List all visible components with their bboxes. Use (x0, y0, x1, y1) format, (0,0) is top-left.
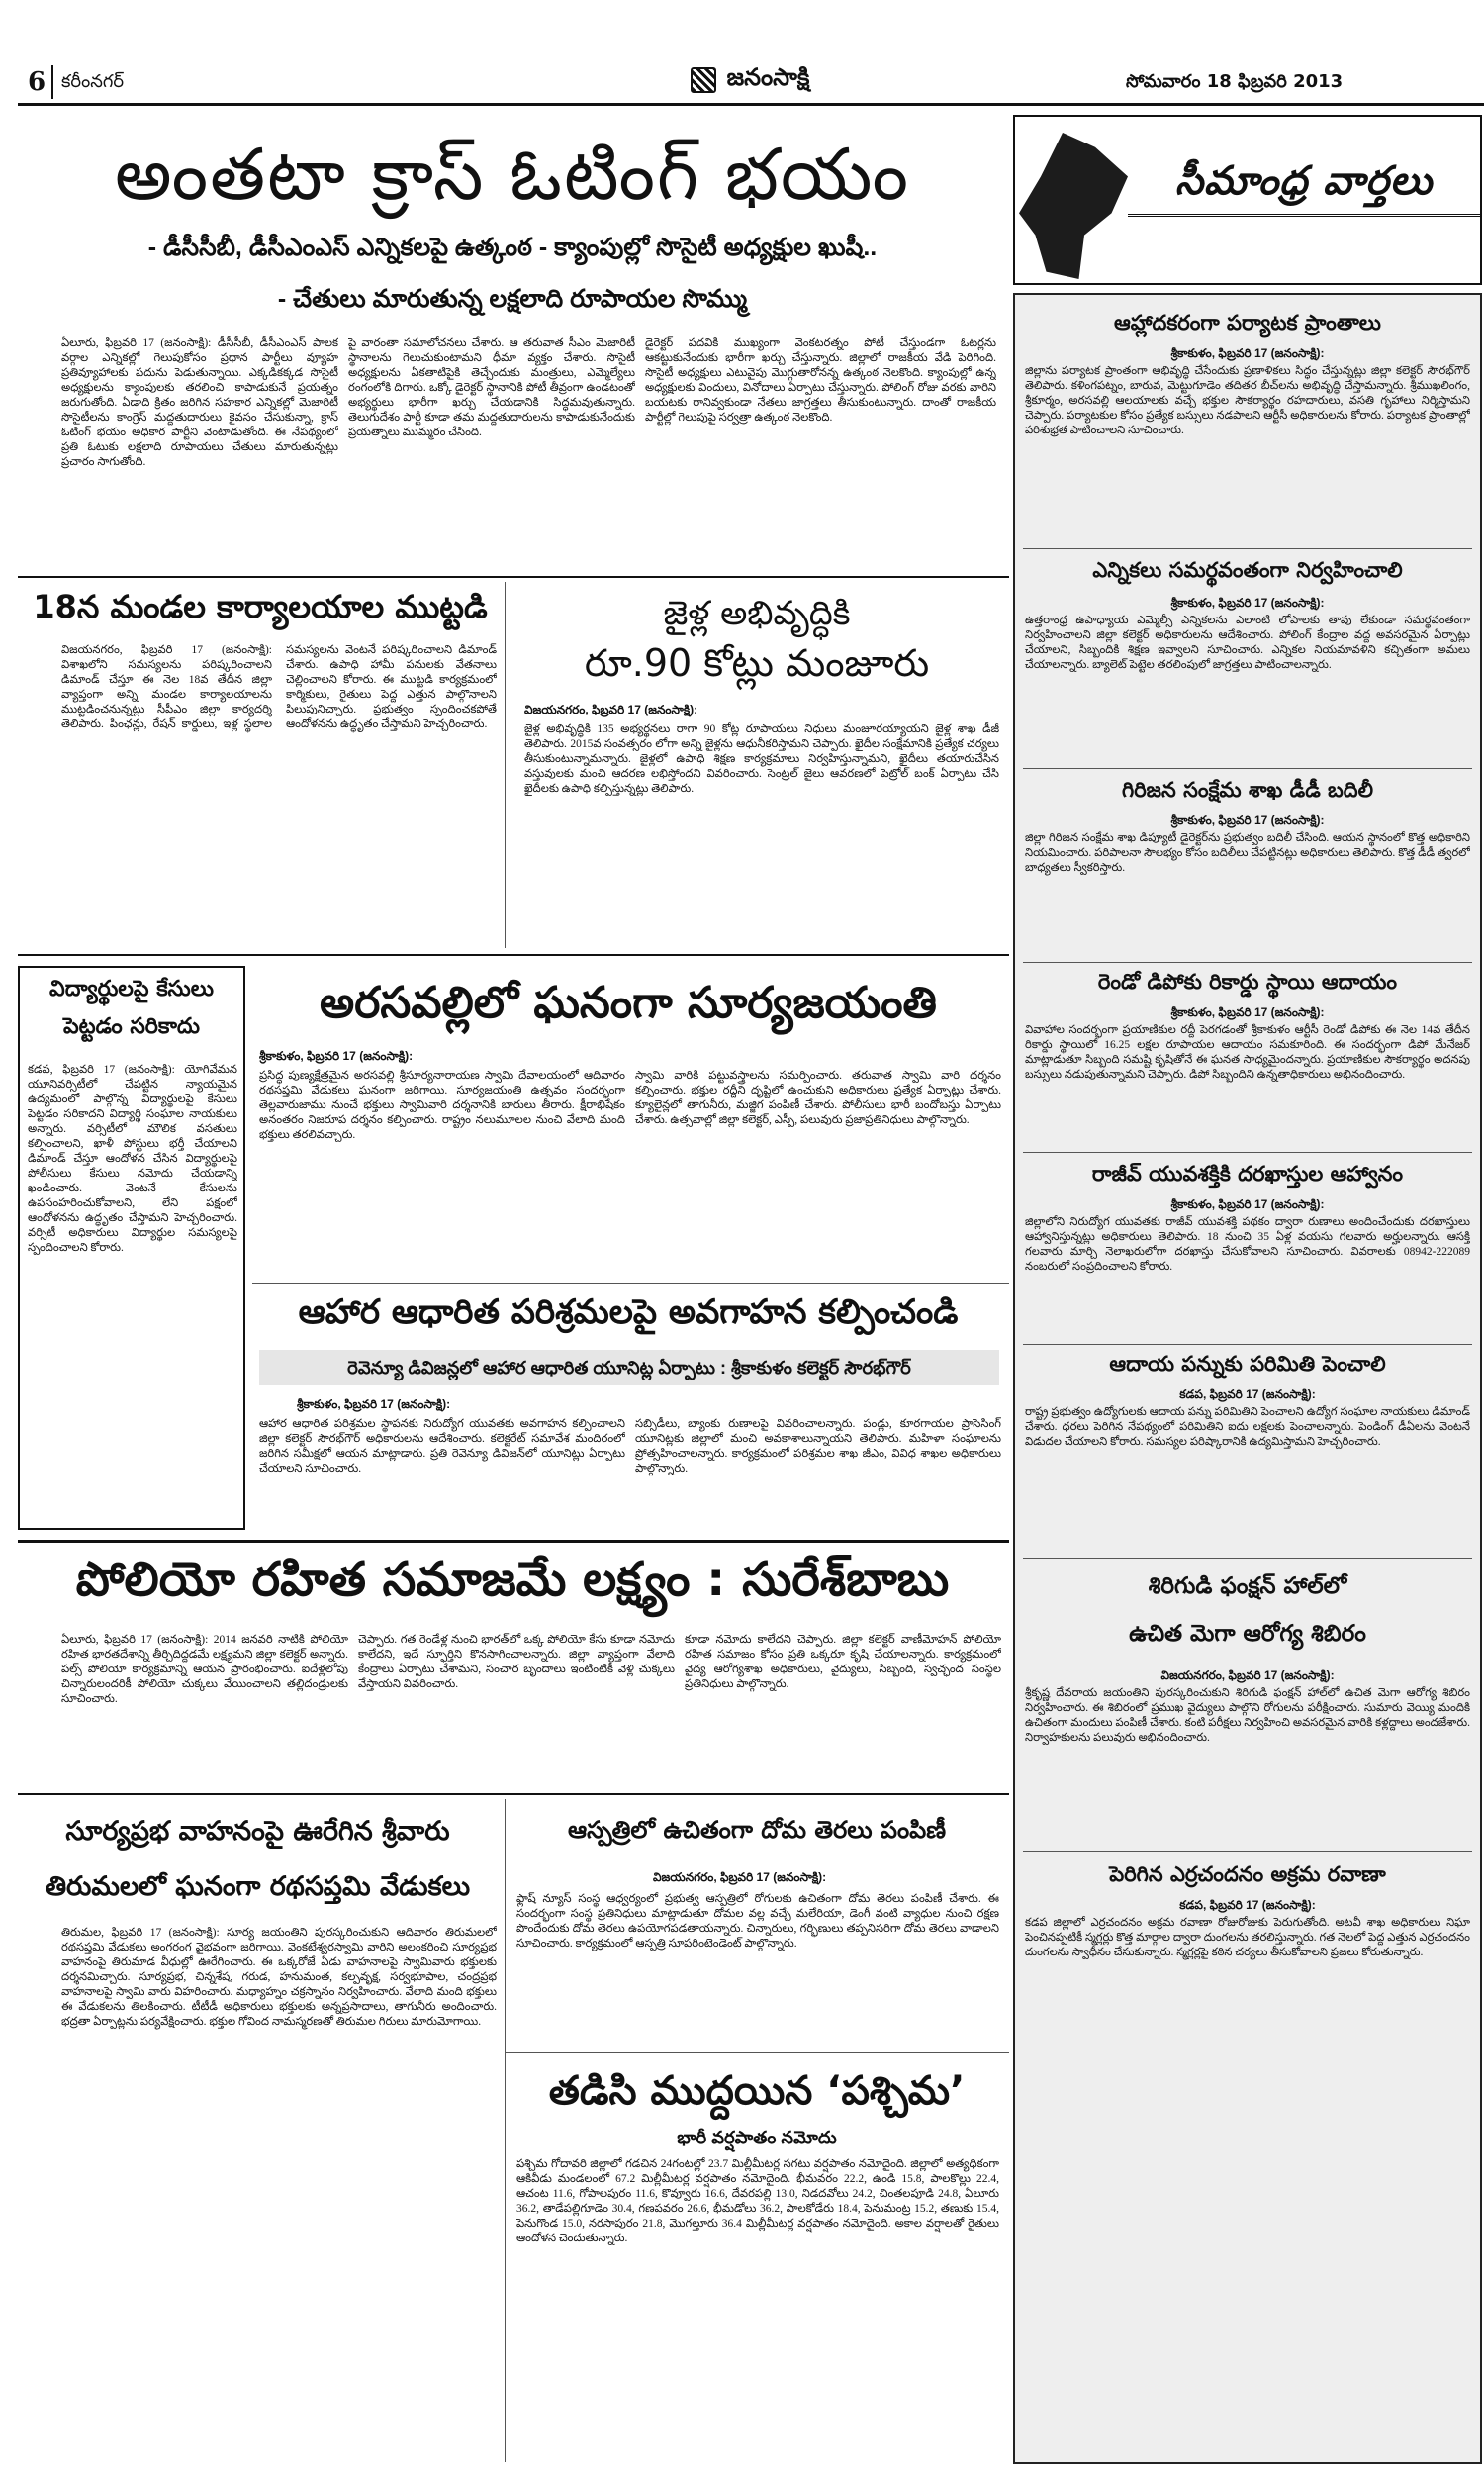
students-box (18, 966, 245, 1530)
lead-column-2: పై వారంతా సమాలోచనలు చేశారు. ఆ తరువాత సీఎం మెజారిటీ స్థానాలను గెలుచుకుంటామని ధీమా వ్యక్తం చేశారు. సొసైటీ అధ్యక్షులను ఏకతాటిపైకి తెచ్చేందుకు మంత్రులు, ఎమ్మెల్యేలు రంగంలోకి దిగారు. ఒక్కో డైరెక్టర్‌ స్థానానికి పోటీ తీవ్రంగా ఉండటంతో అభ్యర్థులు భారీగా ఖర్చు చేయడానికి సిద్ధమవుతున్నారు. తెలుగుదేశం పార్టీ కూడా తమ మద్దతుదారులను కాపాడుకునేందుకు ప్రయత్నాలు ముమ్మరం చేసింది. (348, 337, 635, 438)
lead-subhead-1: - డీసీసీబీ, డీసీఎంఎస్‌ ఎన్నికలపై ఉత్కంఠ - క్యాంపుల్లో సొసైటీ అధ్యక్షుల ఖుషీ.. (147, 234, 878, 261)
divider (505, 582, 506, 948)
header-rule (18, 103, 1484, 106)
jails-body: జైళ్ల అభివృద్ధికి 135 అభ్యర్థనలు రాగా 90 కోట్ల రూపాయలు నిధులు మంజూరయ్యాయని జైళ్ల శాఖ డీజీ తెలిపారు. 2015వ సంవత్సరం లోగా అన్ని జైళ్లను ఆధునీకరిస్తామని చెప్పారు. ఖైదీల సంక్షేమానికి ప్రత్యేక చర్యలు తీసుకుంటున్నామన్నారు. జైళ్లలో ఉపాధి శిక్షణ కార్యక్రమాలు నిర్వహిస్తున్నామని, ఖైదీలు తయారుచేసిన వస్తువులకు మంచి ఆదరణ లభిస్తోందని వివరించారు. సెంట్రల్‌ జైలు ఆవరణలో పెట్రోల్‌ బంక్‌ ఏర్పాటు చేసి ఖైదీలకు ఉపాధి కల్పిస్తున్నట్లు తెలిపారు. (524, 723, 999, 795)
divider (1023, 768, 1472, 769)
page-header (18, 59, 1484, 105)
divider (505, 1799, 506, 2462)
sidebar-body-tribal-dd: జిల్లా గిరిజన సంక్షేమ శాఖ డిప్యూటీ డైరెక్టర్‌ను ప్రభుత్వం బదిలీ చేసింది. ఆయన స్థానంలో కొత్త అధికారిని నియమించారు. పరిపాలనా సౌలభ్యం కోసం బదిలీలు చేపట్టినట్లు అధికారులు తెలిపారు. కొత్త డీడీ త్వరలో బాధ్యతలు స్వీకరిస్తారు. (1025, 832, 1470, 874)
seemandhra-logo (1013, 115, 1482, 285)
sidebar-headline-tribal-dd: గిరిజన సంక్షేమ శాఖ డీడీ బదిలీ (1121, 778, 1374, 802)
divider (1023, 1851, 1472, 1852)
arasavalli-column-1: ప్రసిద్ధ పుణ్యక్షేత్రమైన అరసవల్లి శ్రీసూర్యనారాయణ స్వామి దేవాలయంలో ఆదివారం రథసప్తమి వేడుకలు ఘనంగా జరిగాయి. సూర్యజయంతి ఉత్సవం సందర్భంగా తెల్లవారుజాము నుంచే భక్తులు స్వామివారి దర్శనానికి బారులు తీరారు. క్షీరాభిషేకం అనంతరం నిజరూప దర్శనం కల్పించారు. రాష్ట్రం నలుమూలల నుంచి వేలాది మంది భక్తులు తరలివచ్చారు. (259, 1070, 625, 1141)
sidebar-headline-tourism: ఆహ్లాదకరంగా పర్యాటక ప్రాంతాలు (1114, 311, 1381, 334)
sidebar-headline-depot-revenue: రెండో డిపోకు రికార్డు స్థాయి ఆదాయం (1097, 970, 1398, 994)
headline-students-2: పెట్టడం సరికాదు (62, 1014, 201, 1039)
headline-tirumala: తిరుమలలో ఘనంగా రథసప్తమి వేడుకలు (45, 1871, 471, 1902)
west-godavari-subhead: భారీ వర్షపాతం నమోదు (677, 2128, 837, 2147)
divider (1023, 548, 1472, 549)
headline-polio: పోలియో రహిత సమాజమే లక్ష్యం : సురేశ్‌బాబు (75, 1552, 950, 1607)
sidebar-body-income-tax: రాష్ట్ర ప్రభుత్వం ఉద్యోగులకు ఆదాయ పన్ను పరిమితిని పెంచాలని ఉద్యోగ సంఘాల నాయకులు డిమాండ్‌ చేశారు. ధరలు పెరిగిన నేపథ్యంలో పరిమితిని ఐదు లక్షలకు పెంచాలన్నారు. పెండింగ్‌ డీఏలను వెంటనే విడుదల చేయాలని కోరారు. సమస్యల పరిష్కారానికి ఉద్యమిస్తామని హెచ్చరించారు. (1025, 1406, 1470, 1448)
headline-jails-1: జైళ్ల అభివృద్ధికి (663, 594, 851, 633)
headline-mandal-siege: 18న మండల కార్యాలయాల ముట్టడి (33, 588, 488, 625)
header-divider (51, 65, 53, 99)
paper-logo (631, 63, 869, 99)
sidebar-dateline: కడప, ఫిబ్రవరి 17 (జనంసాక్షి): (1179, 1898, 1316, 1912)
sidebar-dateline: కడప, ఫిబ్రవరి 17 (జనంసాక్షి): (1179, 1387, 1316, 1401)
andhra-map-icon (1019, 133, 1128, 279)
mosquito-nets-dateline: విజయనగరం, ఫిబ్రవరి 17 (జనంసాక్షి): (653, 1870, 827, 1884)
divider (1023, 962, 1472, 963)
polio-column-1: ఏలూరు, ఫిబ్రవరి 17 (జనంసాక్షి): 2014 జనవరి నాటికి పోలియో రహిత భారతదేశాన్ని తీర్చిదిద్దడమే లక్ష్యమని జిల్లా కలెక్టర్‌ అన్నారు. పల్స్‌ పోలియో కార్యక్రమాన్ని ఆయన ప్రారంభించారు. ఐదేళ్లలోపు చిన్నారులందరికీ పోలియో చుక్కలు వేయించాలని తల్లిదండ్రులకు సూచించారు. (61, 1634, 348, 1705)
sidebar-dateline: విజయనగరం, ఫిబ్రవరి 17 (జనంసాక్షి): (1160, 1668, 1335, 1682)
arasavalli-column-2: స్వామి వారికి పట్టువస్త్రాలను సమర్పించారు. తరువాత స్వామి వారి దర్శనం కల్పించారు. భక్తుల రద్దీని దృష్టిలో ఉంచుకుని అధికారులు ప్రత్యేక ఏర్పాట్లు చేశారు. క్యూలైన్లలో తాగునీరు, మజ్జిగ పంపిణీ చేశారు. పోలీసులు భారీ బందోబస్తు ఏర్పాటు చేశారు. ఉత్సవాల్లో జిల్లా కలెక్టర్‌, ఎస్పీ, పలువురు ప్రజాప్రతినిధులు పాల్గొన్నారు. (635, 1070, 1001, 1126)
food-industries-column-1: ఆహార ఆధారిత పరిశ్రమల స్థాపనకు నిరుద్యోగ యువతకు అవగాహన కల్పించాలని జిల్లా కలెక్టర్‌ సౌరభ్‌గౌర్‌ అధికారులను ఆదేశించారు. కలెక్టరేట్‌ సమావేశ మందిరంలో జరిగిన సమీక్షలో ఆయన మాట్లాడారు. ప్రతి రెవెన్యూ డివిజన్‌లో యూనిట్లు ఏర్పాటు చేయాలని సూచించారు. (259, 1418, 625, 1475)
sidebar-headline-health-camp: ఉచిత మెగా ఆరోగ్య శిబిరం (1129, 1621, 1366, 1647)
issue-date: సోమవారం 18 ఫిబ్రవరి 2013 (1126, 71, 1344, 92)
sidebar-dateline: శ్రీకాకుళం, ఫిబ్రవరి 17 (జనంసాక్షి): (1170, 813, 1325, 827)
divider (506, 2052, 1009, 2053)
sidebar-body-yuvashakti: జిల్లాలోని నిరుద్యోగ యువతకు రాజీవ్‌ యువశక్తి పథకం ద్వారా రుణాలు అందించేందుకు దరఖాస్తులు ఆహ్వానిస్తున్నట్లు అధికారులు తెలిపారు. 18 నుంచి 35 ఏళ్ల వయసు గలవారు అర్హులన్నారు. ఆసక్తి గలవారు మార్చి నెలాఖరులోగా దరఖాస్తు చేసుకోవాలని సూచించారు. వివరాలకు 08942-222089 నంబరులో సంప్రదించాలని కోరారు. (1025, 1216, 1470, 1273)
lead-column-1: ఏలూరు, ఫిబ్రవరి 17 (జనంసాక్షి): డీసీసీబీ, డీసీఎంఎస్‌ పాలక వర్గాల ఎన్నికల్లో గెలుపుకోసం ప్రధాన పార్టీలు వ్యూహ ప్రతివ్యూహాలకు పదును పెడుతున్నాయి. ఎక్కడికక్కడ సొసైటీ అధ్యక్షులను క్యాంపులకు తరలించి కాపాడుకునే ప్రయత్నం జరుగుతోంది. ఏడాది క్రితం జరిగిన సహకార ఎన్నికల్లో మెజారిటీ సొసైటీలను కాంగ్రెస్‌ మద్దతుదారులు కైవసం చేసుకున్నా, క్రాస్‌ ఓటింగ్‌ భయం అధికార పార్టీని వెంటాడుతోంది. ఈ నేపథ్యంలో ప్రతి ఓటుకు లక్షలాది రూపాయలు చేతులు మారుతున్నట్లు ప్రచారం సాగుతోంది. (61, 337, 338, 468)
headline-mosquito-nets: ఆస్పత్రిలో ఉచితంగా దోమ తెరలు పంపిణీ (567, 1816, 947, 1844)
paper-name: జనంసాక్షి (726, 63, 810, 91)
lead-headline: అంతటా క్రాస్‌ ఓటింగ్‌ భయం (114, 133, 910, 216)
sidebar-dateline: శ్రీకాకుళం, ఫిబ్రవరి 17 (జనంసాక్షి): (1170, 596, 1325, 610)
lead-subhead-2: - చేతులు మారుతున్న లక్షలాది రూపాయల సొమ్ము (277, 285, 748, 313)
sidebar-dateline: శ్రీకాకుళం, ఫిబ్రవరి 17 (జనంసాక్షి): (1170, 1197, 1325, 1211)
sidebar-dateline: శ్రీకాకుళం, ఫిబ్రవరి 17 (జనంసాక్షి): (1170, 1005, 1325, 1019)
seemandhra-news-sidebar (1013, 293, 1482, 2464)
divider (18, 1793, 1009, 1795)
students-body: కడప, ఫిబ్రవరి 17 (జనంసాక్షి): యోగివేమన యూనివర్సిటీలో చేపట్టిన న్యాయమైన ఉద్యమంలో పాల్గొన్న విద్యార్థులపై కేసులు పెట్టడం సరికాదని విద్యార్థి సంఘాల నాయకులు అన్నారు. వర్సిటీలో మౌలిక వసతులు కల్పించాలని, ఖాళీ పోస్టులు భర్తీ చేయాలని డిమాండ్‌ చేస్తూ ఆందోళన చేసిన విద్యార్థులపై పోలీసులు కేసులు నమోదు చేయడాన్ని ఖండించారు. వెంటనే కేసులను ఉపసంహరించుకోవాలని, లేని పక్షంలో ఆందోళనను ఉద్ధృతం చేస్తామని హెచ్చరించారు. వర్సిటీ అధికారులు విద్యార్థుల సమస్యలపై స్పందించాలని కోరారు. (28, 1064, 237, 1254)
west-godavari-body: పశ్చిమ గోదావరి జిల్లాలో గడచిన 24గంటల్లో 23.7 మిల్లీమీటర్ల సగటు వర్షపాతం నమోదైంది. జిల్లాలో అత్యధికంగా ఆకివీడు మండలంలో 67.2 మిల్లీమీటర్ల వర్షపాతం నమోదైంది. భీమవరం 22.2, ఉండి 15.8, పాలకొల్లు 22.4, ఆచంట 11.6, గోపాలపురం 11.6, కొవ్వూరు 16.6, దేవరపల్లి 13.0, నిడదవోలు 24.2, చింతలపూడి 24.8, ఏలూరు 36.2, తాడేపల్లిగూడెం 30.4, గణపవరం 26.6, భీమడోలు 36.2, పాలకోడేరు 18.4, పెనుమంట్ర 15.2, తణుకు 15.4, పెనుగొండ 15.0, నరసాపురం 21.8, మొగల్తూరు 36.4 మిల్లీమీటర్ల వర్షపాతం నమోదైంది. అకాల వర్షాలతో రైతులు ఆందోళన చెందుతున్నారు. (516, 2158, 999, 2244)
sidebar-headline-function-hall: శిరిగుడి ఫంక్షన్‌ హాల్‌లో (1148, 1573, 1347, 1599)
mosquito-nets-body: ఫ్లాష్‌ న్యూస్‌ సంస్థ ఆధ్వర్యంలో ప్రభుత్వ ఆస్పత్రిలో రోగులకు ఉచితంగా దోమ తెరలు పంపిణీ చేశారు. ఈ సందర్భంగా సంస్థ ప్రతినిధులు మాట్లాడుతూ దోమల వల్ల వచ్చే మలేరియా, డెంగీ వంటి వ్యాధుల నుంచి రక్షణ పొందేందుకు దోమ తెరలు ఉపయోగపడతాయన్నారు. చిన్నారులు, గర్భిణులు తప్పనిసరిగా దోమ తెరలు వాడాలని సూచించారు. కార్యక్రమంలో ఆస్పత్రి సూపరింటెండెంట్‌ పాల్గొన్నారు. (516, 1893, 999, 1950)
sidebar-dateline: శ్రీకాకుళం, ఫిబ్రవరి 17 (జనంసాక్షి): (1170, 346, 1325, 360)
polio-column-2: చెప్పారు. గత రెండేళ్ల నుంచి భారత్‌లో ఒక్క పోలియో కేసు కూడా నమోదు కాలేదని, ఇదే స్ఫూర్తిని కొనసాగించాలన్నారు. జిల్లా వ్యాప్తంగా వేలాది కేంద్రాలు ఏర్పాటు చేశామని, సంచార బృందాలు ఇంటింటికీ వెళ్లి చుక్కలు వేస్తాయని వివరించారు. (358, 1634, 675, 1690)
food-industries-subhead: రెవెన్యూ డివిజన్లలో ఆహార ఆధారిత యూనిట్ల ఏర్పాటు : శ్రీకాకుళం కలెక్టర్‌ సౌరభ్‌గౌర్‌ (259, 1350, 999, 1385)
divider (18, 1540, 1009, 1543)
lead-column-3: డైరెక్టర్‌ పదవికి ముఖ్యంగా వెంకటరత్నం పోటీ చేస్తుండగా ఓటర్లను ఆకట్టుకునేందుకు భారీగా ఖర్చు చేస్తున్నారు. జిల్లాలో రాజకీయ వేడి పెరిగింది. సొసైటీ అధ్యక్షులు ఎటువైపు మొగ్గుతారోనన్న ఉత్కంఠ నెలకొంది. క్యాంపుల్లో ఉన్న అధ్యక్షులకు విందులు, వినోదాలు ఏర్పాటు చేస్తున్నారు. పోలింగ్‌ రోజు వరకు వారిని బయటకు రానివ్వకుండా నేతలు జాగ్రత్తలు తీసుకుంటున్నారు. దాంతో రాజకీయ పార్టీల్లో గెలుపుపై సర్వత్రా ఉత్కంఠ నెలకొంది. (645, 337, 996, 424)
mandal-siege-body: విజయనగరం, ఫిబ్రవరి 17 (జనంసాక్షి): విశాఖలోని సమస్యలను పరిష్కరించాలని డిమాండ్‌ చేస్తూ ఈ నెల 18వ తేదీన జిల్లా వ్యాప్తంగా అన్ని మండల కార్యాలయాలను ముట్టడించనున్నట్లు సీపీఎం జిల్లా కార్యదర్శి తెలిపారు. పింఛన్లు, రేషన్‌ కార్డులు, ఇళ్ల స్థలాల సమస్యలను వెంటనే పరిష్కరించాలని డిమాండ్‌ చేశారు. ఉపాధి హామీ పనులకు వేతనాలు చెల్లించాలని కోరారు. ఈ ముట్టడి కార్యక్రమంలో కార్మికులు, రైతులు పెద్ద ఎత్తున పాల్గొనాలని పిలుపునిచ్చారు. ప్రభుత్వం స్పందించకపోతే ఆందోళనను ఉద్ధృతం చేస్తామని హెచ్చరించారు. (61, 644, 497, 730)
headline-jails-2: రూ.90 కోట్లు మంజూరు (584, 641, 930, 685)
page-number: 6 (28, 67, 46, 97)
sidebar-body-depot-revenue: వివాహాల సందర్భంగా ప్రయాణికుల రద్దీ పెరగడంతో శ్రీకాకుళం ఆర్టీసీ రెండో డిపోకు ఈ నెల 14వ తేదీన రికార్డు స్థాయిలో 16.25 లక్షల రూపాయల ఆదాయం సమకూరింది. ఈ సందర్భంగా డిపో మేనేజర్‌ మాట్లాడుతూ సిబ్బంది సమష్టి కృషితోనే ఈ ఘనత సాధ్యమైందన్నారు. ప్రయాణికుల సౌకర్యార్థం అదనపు బస్సులు నడుపుతున్నామని చెప్పారు. డిపో సిబ్బందిని ఉన్నతాధికారులు అభినందించారు. (1025, 1024, 1470, 1081)
jails-dateline: విజయనగరం, ఫిబ్రవరి 17 (జనంసాక్షి): (524, 703, 698, 716)
food-industries-dateline: శ్రీకాకుళం, ఫిబ్రవరి 17 (జనంసాక్షి): (297, 1397, 451, 1411)
paper-logo-icon (691, 67, 716, 93)
sidebar-headline-income-tax: ఆదాయ పన్నుకు పరిమితి పెంచాలి (1109, 1352, 1386, 1376)
section-name: కరీంనగర్‌ (61, 71, 124, 92)
sidebar-headline-red-sandalwood: పెరిగిన ఎర్రచందనం అక్రమ రవాణా (1109, 1862, 1386, 1886)
headline-suryaprabha: సూర్యప్రభ వాహనంపై ఊరేగిన శ్రీవారు (65, 1816, 450, 1847)
arasavalli-dateline: శ్రీకాకుళం, ఫిబ్రవరి 17 (జనంసాక్షి): (259, 1049, 414, 1063)
polio-column-3: కూడా నమోదు కాలేదని చెప్పారు. జిల్లా కలెక్టర్‌ వాణీమోహన్‌ పోలియో రహిత సమాజం కోసం ప్రతి ఒక్కరూ కృషి చేయాలన్నారు. కార్యక్రమంలో వైద్య ఆరోగ్యశాఖ అధికారులు, వైద్యులు, సిబ్బంది, స్వచ్ఛంద సంస్థల ప్రతినిధులు పాల్గొన్నారు. (685, 1634, 1001, 1690)
headline-food-industries: ఆహార ఆధారిత పరిశ్రమలపై అవగాహన కల్పించండి (298, 1292, 959, 1332)
tirumala-body: తిరుమల, ఫిబ్రవరి 17 (జనంసాక్షి): సూర్య జయంతిని పురస్కరించుకుని ఆదివారం తిరుమలలో రథసప్తమి వేడుకలు అంగరంగ వైభవంగా జరిగాయి. వెంకటేశ్వరస్వామి వారిని అలంకరించి సూర్యప్రభ వాహనంపై తిరుమాడ వీధుల్లో ఊరేగించారు. ఈ ఒక్కరోజే ఏడు వాహనాలపై స్వామివారు భక్తులకు దర్శనమిచ్చారు. సూర్యప్రభ, చిన్నశేష, గరుడ, హనుమంత, కల్పవృక్ష, సర్వభూపాల, చంద్రప్రభ వాహనాలపై స్వామి వారు విహరించారు. మధ్యాహ్నం చక్రస్నానం నిర్వహించారు. వేలాది మంది భక్తులు ఈ వేడుకలను తిలకించారు. టీటీడీ అధికారులు భక్తులకు అన్నప్రసాదాలు, తాగునీరు అందించారు. భద్రతా ఏర్పాట్లను పర్యవేక్షించారు. భక్తుల గోవింద నామస్మరణతో తిరుమల గిరులు మారుమోగాయి. (61, 1927, 497, 2028)
divider (1023, 1152, 1472, 1153)
divider (1023, 1558, 1472, 1559)
divider (252, 1283, 1009, 1284)
sidebar-headline-yuvashakti: రాజీవ్‌ యువశక్తికి దరఖాస్తుల ఆహ్వానం (1091, 1162, 1404, 1186)
divider (18, 576, 1009, 578)
sidebar-headline-elections: ఎన్నికలు సమర్థవంతంగా నిర్వహించాలి (1092, 558, 1403, 582)
divider (1023, 1344, 1472, 1345)
sidebar-body-tourism: జిల్లాను పర్యాటక ప్రాంతంగా అభివృద్ధి చేసేందుకు ప్రణాళికలు సిద్ధం చేస్తున్నట్లు జిల్లా కలెక్టర్‌ సౌరభ్‌గౌర్‌ తెలిపారు. కళింగపట్నం, బారువ, మెట్టుగూడెం తదితర బీచ్‌లను అభివృద్ధి చేస్తామన్నారు. శ్రీముఖలింగం, శ్రీకూర్మం, అరసవల్లి ఆలయాలకు వచ్చే భక్తుల సౌకర్యార్థం రహదారులు, వసతి గృహాలు నిర్మిస్తామని చెప్పారు. పర్యాటకుల కోసం ప్రత్యేక బస్సులు నడపాలని ఆర్టీసీ అధికారులను కోరారు. పర్యాటక ప్రాంతాల్లో పరిశుభ్రత పాటించాలని సూచించారు. (1025, 365, 1470, 436)
headline-arasavalli: అరసవల్లిలో ఘనంగా సూర్యజయంతి (320, 978, 937, 1028)
headline-students-1: విద్యార్థులపై కేసులు (49, 977, 214, 1001)
seemandhra-title: సీమాంధ్ర వార్తలు (1128, 158, 1480, 217)
sidebar-body-elections: ఉత్తరాంధ్ర ఉపాధ్యాయ ఎమ్మెల్సీ ఎన్నికలను ఎలాంటి లోపాలకు తావు లేకుండా సమర్థవంతంగా నిర్వహించాలని జిల్లా కలెక్టర్‌ అధికారులను ఆదేశించారు. పోలింగ్‌ కేంద్రాల వద్ద అవసరమైన ఏర్పాట్లు చేయాలని, సిబ్బందికి శిక్షణ ఇవ్వాలని సూచించారు. ఎన్నికల నియమావళిని కచ్చితంగా అమలు చేయాలన్నారు. బ్యాలెట్‌ పెట్టెల తరలింపులో జాగ్రత్తలు పాటించాలన్నారు. (1025, 615, 1470, 671)
headline-west-godavari: తడిసి ముద్దయిన ‘పశ్చిమ’ (548, 2068, 966, 2114)
sidebar-body-health-camp: శ్రీకృష్ణ దేవరాయ జయంతిని పురస్కరించుకుని శిరిగుడి ఫంక్షన్‌ హాల్‌లో ఉచిత మెగా ఆరోగ్య శిబిరం నిర్వహించారు. ఈ శిబిరంలో ప్రముఖ వైద్యులు పాల్గొని రోగులను పరీక్షించారు. సుమారు వెయ్యి మందికి ఉచితంగా మందులు పంపిణీ చేశారు. కంటి పరీక్షలు నిర్వహించి అవసరమైన వారికి కళ్లద్దాలు అందజేశారు. నిర్వాహకులను పలువురు అభినందించారు. (1025, 1687, 1470, 1744)
food-industries-column-2: సబ్సిడీలు, బ్యాంకు రుణాలపై వివరించాలన్నారు. పండ్లు, కూరగాయల ప్రాసెసింగ్‌ యూనిట్లకు జిల్లాలో మంచి అవకాశాలున్నాయని తెలిపారు. మహిళా సంఘాలను ప్రోత్సహించాలన్నారు. కార్యక్రమంలో పరిశ్రమల శాఖ జీఎం, వివిధ శాఖల అధికారులు పాల్గొన్నారు. (635, 1418, 1001, 1475)
divider (18, 954, 1009, 956)
sidebar-body-red-sandalwood: కడప జిల్లాలో ఎర్రచందనం అక్రమ రవాణా రోజురోజుకు పెరుగుతోంది. అటవీ శాఖ అధికారులు నిఘా పెంచినప్పటికీ స్మగ్లర్లు కొత్త మార్గాల ద్వారా దుంగలను తరలిస్తున్నారు. గత నెలలో పెద్ద ఎత్తున ఎర్రచందనం దుంగలను స్వాధీనం చేసుకున్నారు. స్మగ్లర్లపై కఠిన చర్యలు తీసుకోవాలని ప్రజలు కోరుతున్నారు. (1025, 1917, 1470, 1958)
